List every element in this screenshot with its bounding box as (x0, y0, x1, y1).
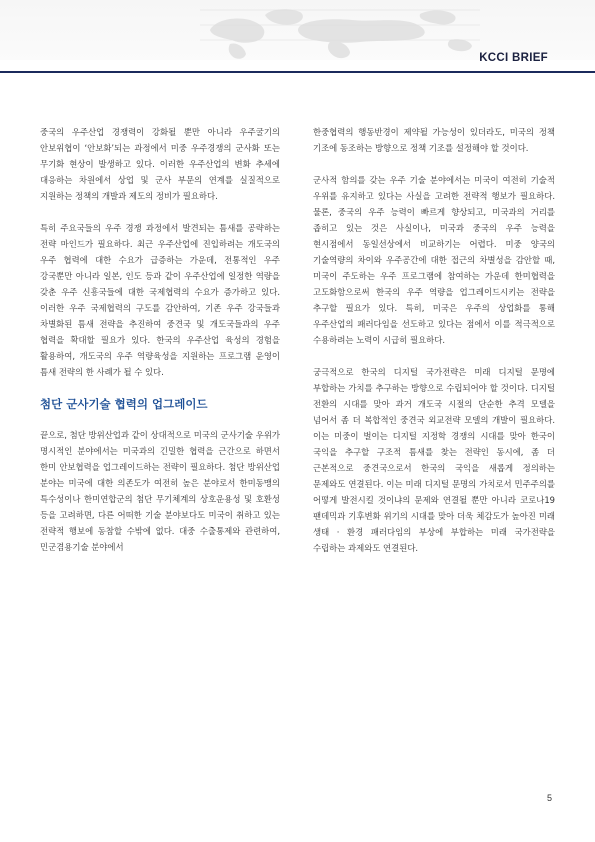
left-column (40, 124, 280, 571)
paragraph: 궁극적으로 한국의 디지털 국가전략은 미래 디지털 문명에 부합하는 가치를 추구하는 방향으로 수립되어야 할 것이다. 디지털 전환의 시대를 맞아 과거 개도국 시절의 단순한 추격 모델을 넘어서 좀 더 복합적인 중견국 외교전략 모델의 개발이 필요하다. 이는 미중이 벌이는 디지털 지정학 경쟁의 시대를 맞아 한국이 국익을 추구할 구조적 틈새를 찾는 전략인 동시에, 좀 더 근본적으로 중견국으로서 한국의 국익을 새롭게 정의하는 문제와도 연결된다. 이는 미래 디지털 문명의 가치로서 민주주의를 어떻게 발전시킬 것이냐의 문제와 연결될 뿐만 아니라 코로나19 팬데믹과 기후변화 위기의 시대를 맞아 더욱 체감도가 높아진 미래 생태 · 환경 패러다임의 부상에 부합하는 미래 국가전략을 수립하는 과제와도 연결된다. (313, 367, 555, 553)
section-heading: 첨단 군사기술 협력의 업그레이드 (40, 397, 208, 411)
paragraph: 끝으로, 첨단 방위산업과 같이 상대적으로 미국의 군사기술 우위가 명시적인 분야에서는 미국과의 긴밀한 협력을 근간으로 하면서 한미 안보협력을 업그레이드하는 전략이 필요하다. 첨단 방위산업 분야는 미국에 대한 의존도가 여전히 높은 분야로서 한미동맹의 특수성이나 한미연합군의 첨단 무기체계의 상호운용성 및 호환성 등을 고려하면, 다른 어떠한 기술 분야보다도 미국이 취하고 있는 전략적 행보에 동참할 수밖에 없다. 대중 수출통제와 관련하여, 민군겸용기술 분야에서 (40, 430, 280, 552)
header-rule (0, 71, 595, 73)
header-bar (0, 47, 595, 72)
brief-title: KCCI BRIEF (479, 52, 548, 64)
paragraph: 중국의 우주산업 경쟁력이 강화될 뿐만 아니라 우주굴기의 안보위협이 ‘안보화’되는 과정에서 미중 우주경쟁의 군사화 또는 무기화 현상이 발생하고 있다. 이러한 우주산업의 변화 추세에 대응하는 차원에서 상업 및 군사 부문의 연계를 실질적으로 지원하는 정책의 개발과 제도의 정비가 필요하다. (40, 127, 280, 201)
paragraph: 군사적 함의를 갖는 우주 기술 분야에서는 미국이 여전히 기술적 우위를 유지하고 있다는 사실을 고려한 전략적 행보가 필요하다. 물론, 중국의 우주 능력이 빠르게 향상되고, 미국과의 거리를 좁히고 있는 것은 사실이나, 미국과 중국의 우주 능력을 현시점에서 동일선상에서 비교하기는 어렵다. 미중 양국의 기술역량의 차이와 우주공간에 대한 접근의 차별성을 감안할 때, 미국이 주도하는 우주 프로그램에 참여하는 가운데 한미협력을 고도화함으로써 한국의 우주 역량을 업그레이드시키는 전략을 추구할 필요가 있다. 특히, 미국은 우주의 상업화를 통해 우주산업의 패러다임을 선도하고 있다는 점에서 이를 적극적으로 수용하려는 노력이 시급히 필요하다. (313, 175, 555, 345)
right-column (313, 124, 555, 572)
paragraph: 특히 주요국들의 우주 경쟁 과정에서 발견되는 틈새를 공략하는 전략 마인드가 필요하다. 최근 우주산업에 진입하려는 개도국의 우주 협력에 대한 수요가 급증하는 가운데, 전통적인 우주 강국뿐만 아니라 일본, 인도 등과 같이 우주산업에 일정한 역량을 갖춘 우주 신흥국들에 대한 국제협력의 수요가 증가하고 있다. 이러한 우주 국제협력의 구도를 감안하여, 기존 우주 강국들과 차별화된 틈새 전략을 추진하여 중견국 및 개도국들과의 우주 협력을 확대할 필요가 있다. 한국의 우주산업 육성의 경험을 활용하여, 개도국의 우주 역량육성을 지원하는 프로그램 운영이 틈새 전략의 한 사례가 될 수 있다. (40, 223, 280, 377)
page-number: 5 (546, 793, 552, 803)
paragraph: 한중협력의 행동반경이 제약될 가능성이 있더라도, 미국의 정책 기조에 동조하는 방향으로 정책 기조를 설정해야 할 것이다. (313, 127, 555, 153)
